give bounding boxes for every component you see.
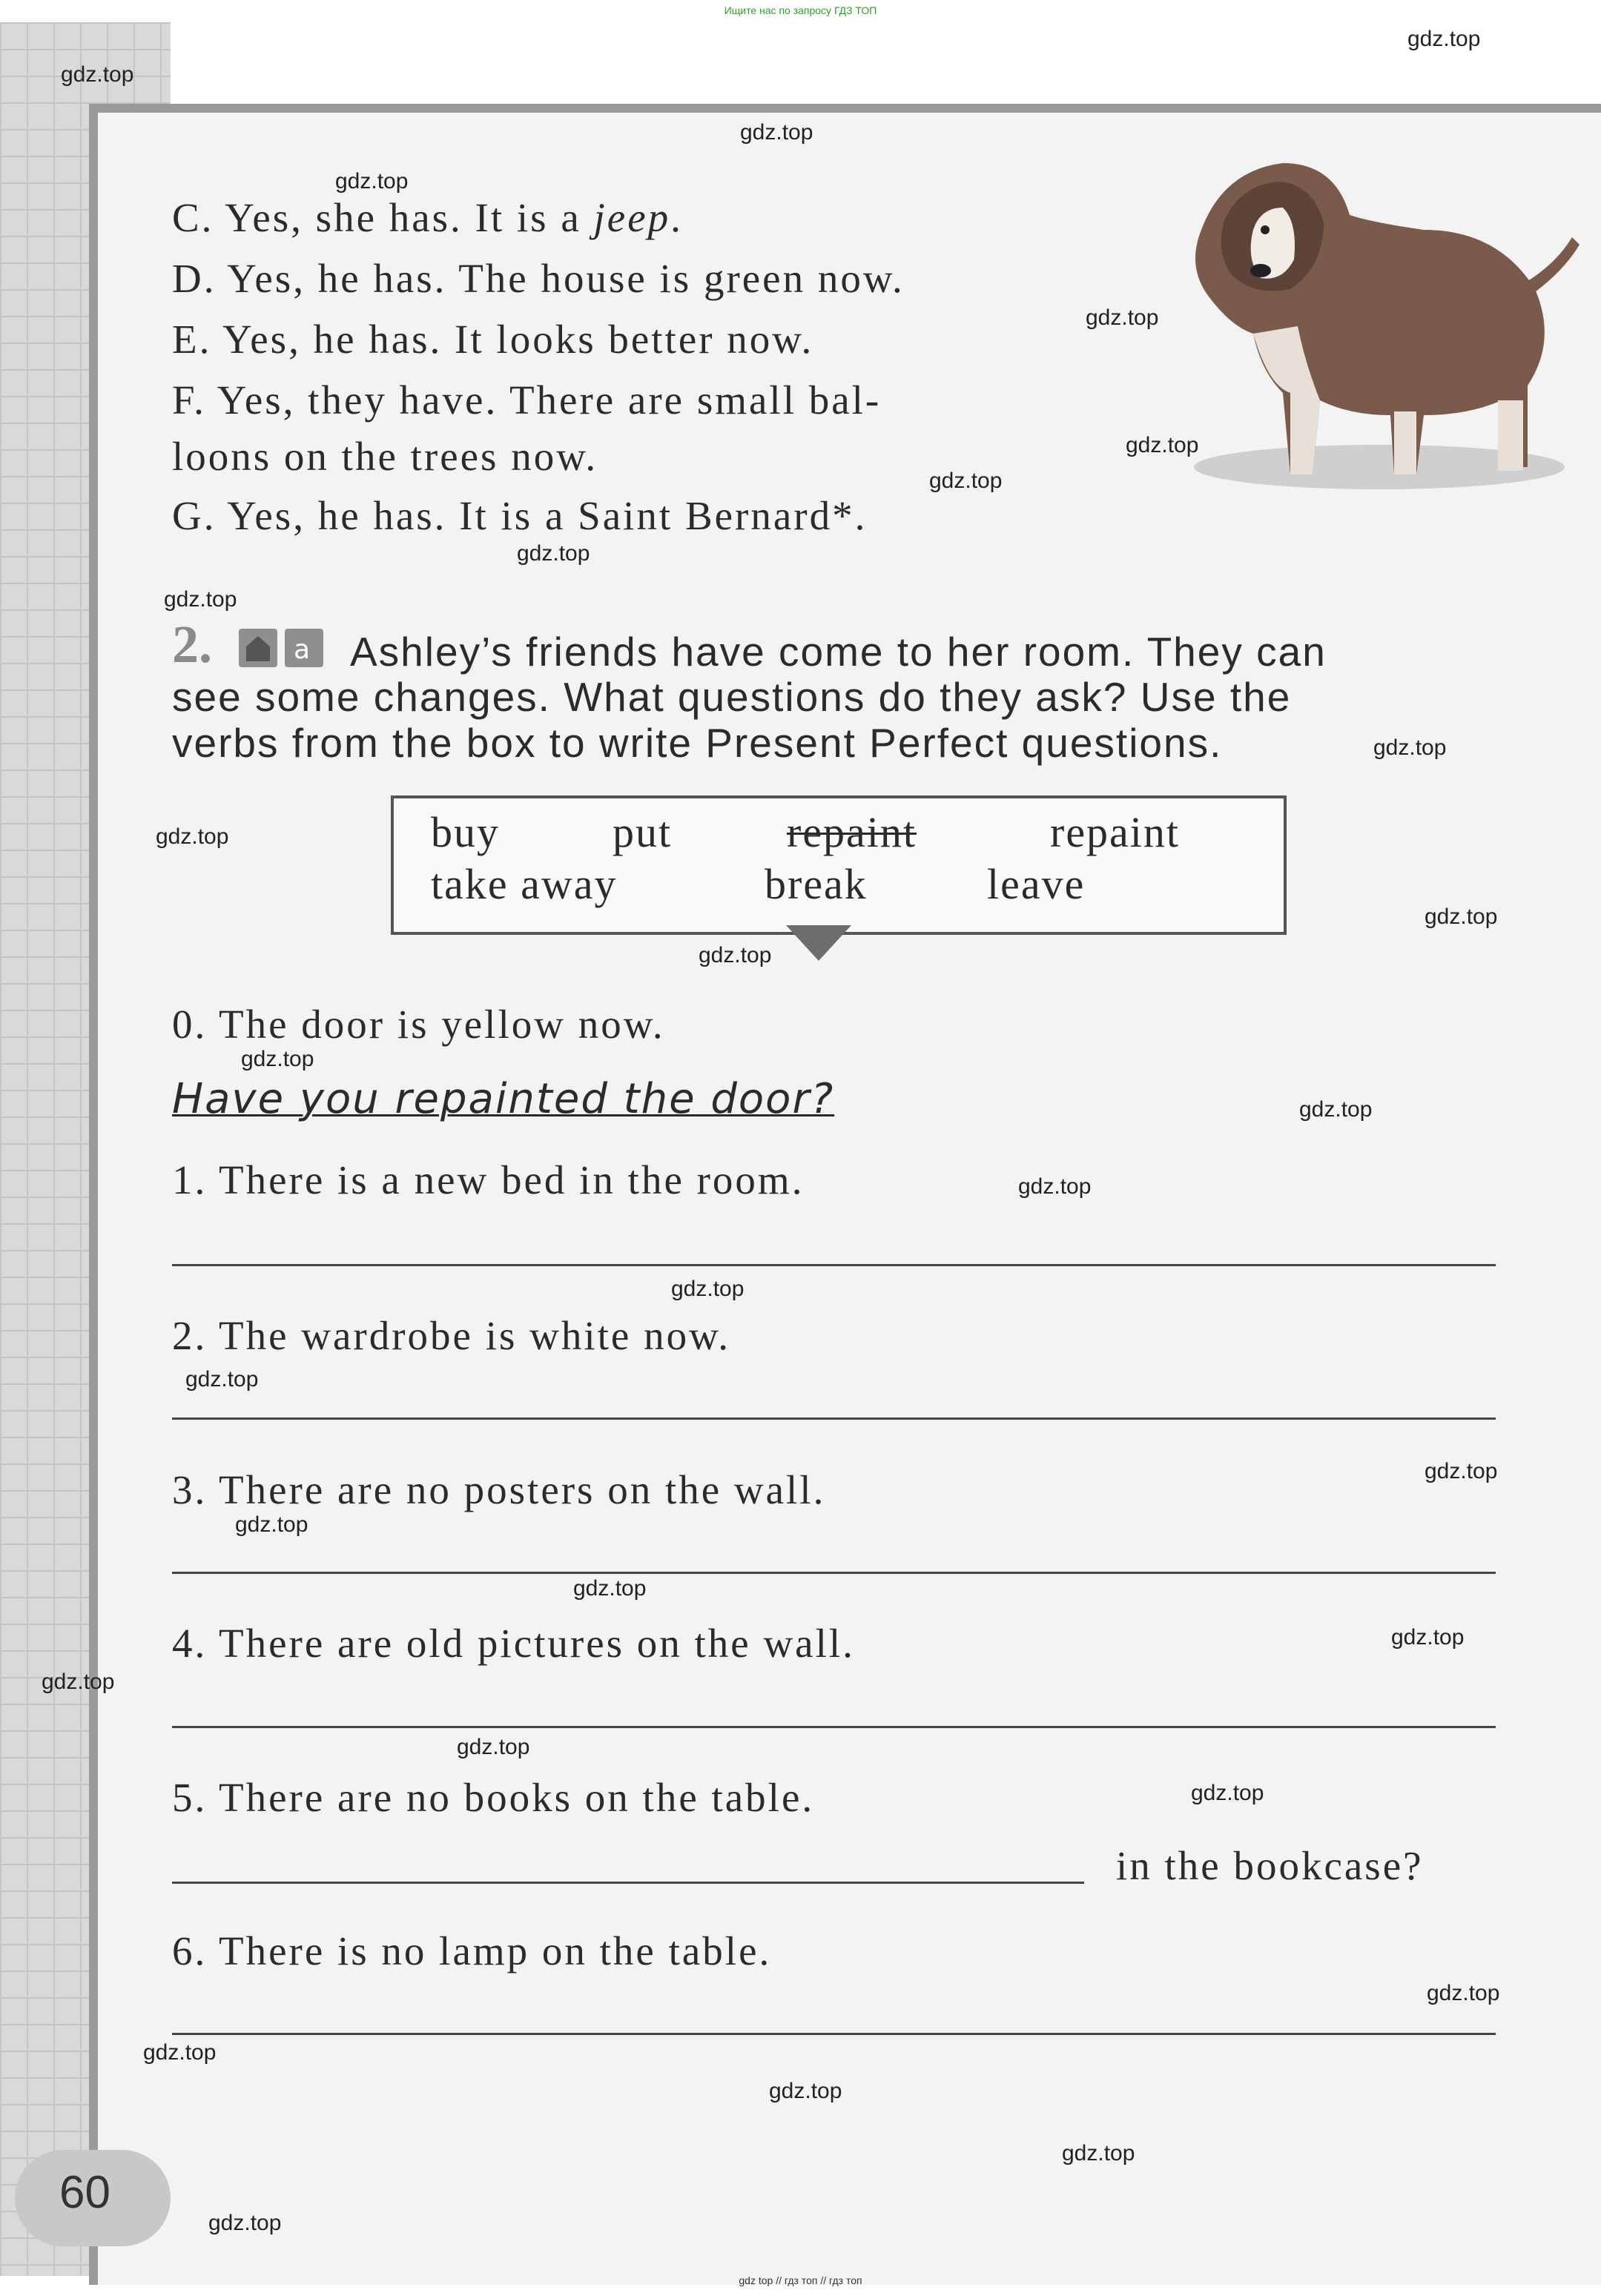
watermark: gdz.top: [241, 1047, 314, 1071]
watermark: gdz.top: [1407, 27, 1481, 51]
verb-repaint-crossed: repaint: [787, 808, 917, 856]
watermark: gdz.top: [335, 169, 409, 193]
watermark: gdz.top: [208, 2211, 282, 2235]
watermark: gdz.top: [1373, 735, 1447, 760]
item-4: 4. There are old pictures on the wall.: [172, 1621, 855, 1666]
page-number: 60: [59, 2167, 110, 2218]
exercise-instruction-line2: see some changes. What questions do they ask? Use the: [172, 674, 1292, 720]
item-0: 0. The door is yellow now.: [172, 1002, 665, 1047]
answer-e: E. Yes, he has. It looks better now.: [172, 317, 814, 362]
svg-text:a: a: [294, 635, 311, 665]
watermark: gdz.top: [156, 824, 229, 849]
watermark: gdz.top: [929, 469, 1003, 493]
watermark: gdz.top: [1086, 305, 1159, 330]
answer-line-4[interactable]: [172, 1726, 1496, 1728]
answer-line-2[interactable]: [172, 1417, 1496, 1420]
verb-buy: buy: [431, 808, 500, 856]
watermark: gdz.top: [1425, 1459, 1498, 1483]
item-2: 2. The wardrobe is white now.: [172, 1313, 730, 1358]
box-pointer: [786, 925, 851, 961]
item-3: 3. There are no posters on the wall.: [172, 1467, 826, 1512]
verb-take-away: take away: [431, 860, 618, 908]
watermark: gdz.top: [1427, 1981, 1500, 2005]
watermark: gdz.top: [769, 2079, 842, 2103]
watermark: gdz.top: [740, 120, 813, 145]
item-6: 6. There is no lamp on the table.: [172, 1928, 772, 1974]
answer-line-3[interactable]: [172, 1572, 1496, 1574]
watermark: gdz.top: [457, 1735, 530, 1759]
verb-box: [391, 795, 1287, 935]
watermark: gdz.top: [1018, 1174, 1092, 1199]
verb-repaint: repaint: [1050, 808, 1181, 856]
answer-d: D. Yes, he has. The house is green now.: [172, 256, 905, 301]
answer-c: [172, 194, 683, 241]
answer-c-prefix: C. Yes, she has. It is a: [172, 195, 594, 240]
watermark: gdz.top: [164, 587, 237, 612]
answer-line-1[interactable]: [172, 1264, 1496, 1266]
item-5-tail: in the bookcase?: [1116, 1843, 1424, 1888]
item-1: 1. There is a new bed in the room.: [172, 1157, 805, 1202]
watermark: gdz.top: [42, 1670, 115, 1694]
verb-put: put: [613, 808, 673, 856]
watermark: gdz.top: [1391, 1625, 1465, 1650]
bottom-banner-note: gdz top // гдз топ // гдз топ: [739, 2275, 862, 2286]
watermark: gdz.top: [1062, 2141, 1135, 2166]
verb-break: break: [765, 860, 868, 908]
answer-line-6[interactable]: [172, 2033, 1496, 2035]
answer-c-suffix: .: [670, 195, 683, 240]
answer-f-continued: loons on the trees now.: [172, 434, 598, 479]
watermark: gdz.top: [1299, 1097, 1373, 1122]
watermark: gdz.top: [573, 1576, 647, 1601]
exercise-instruction-line3: verbs from the box to write Present Perfect questions.: [172, 720, 1223, 766]
watermark: gdz.top: [143, 2040, 217, 2065]
answer-c-italic: jeep: [593, 195, 671, 240]
answer-g: G. Yes, he has. It is a Saint Bernard*.: [172, 493, 868, 538]
watermark: gdz.top: [1126, 433, 1199, 457]
exercise-number: 2.: [172, 615, 212, 674]
writing-icon: [285, 629, 323, 667]
home-icon: [239, 629, 277, 667]
top-banner-note: Ищите нас по запросу ГДЗ ТОП: [724, 4, 877, 16]
verb-leave: leave: [987, 860, 1086, 908]
watermark: gdz.top: [699, 943, 772, 967]
watermark: gdz.top: [671, 1277, 745, 1301]
item-5: 5. There are no books on the table.: [172, 1775, 815, 1820]
watermark: gdz.top: [1191, 1781, 1264, 1805]
watermark: gdz.top: [235, 1512, 308, 1537]
answer-f: F. Yes, they have. There are small bal-: [172, 377, 882, 423]
watermark: gdz.top: [1425, 904, 1498, 929]
exercise-instruction-line1: Ashley’s friends have come to her room. They can: [350, 629, 1327, 675]
watermark: gdz.top: [61, 62, 134, 87]
watermark: gdz.top: [185, 1367, 259, 1392]
item-0-answer: Have you repainted the door?: [172, 1075, 835, 1123]
answer-line-5[interactable]: [172, 1882, 1084, 1884]
watermark: gdz.top: [517, 541, 590, 566]
